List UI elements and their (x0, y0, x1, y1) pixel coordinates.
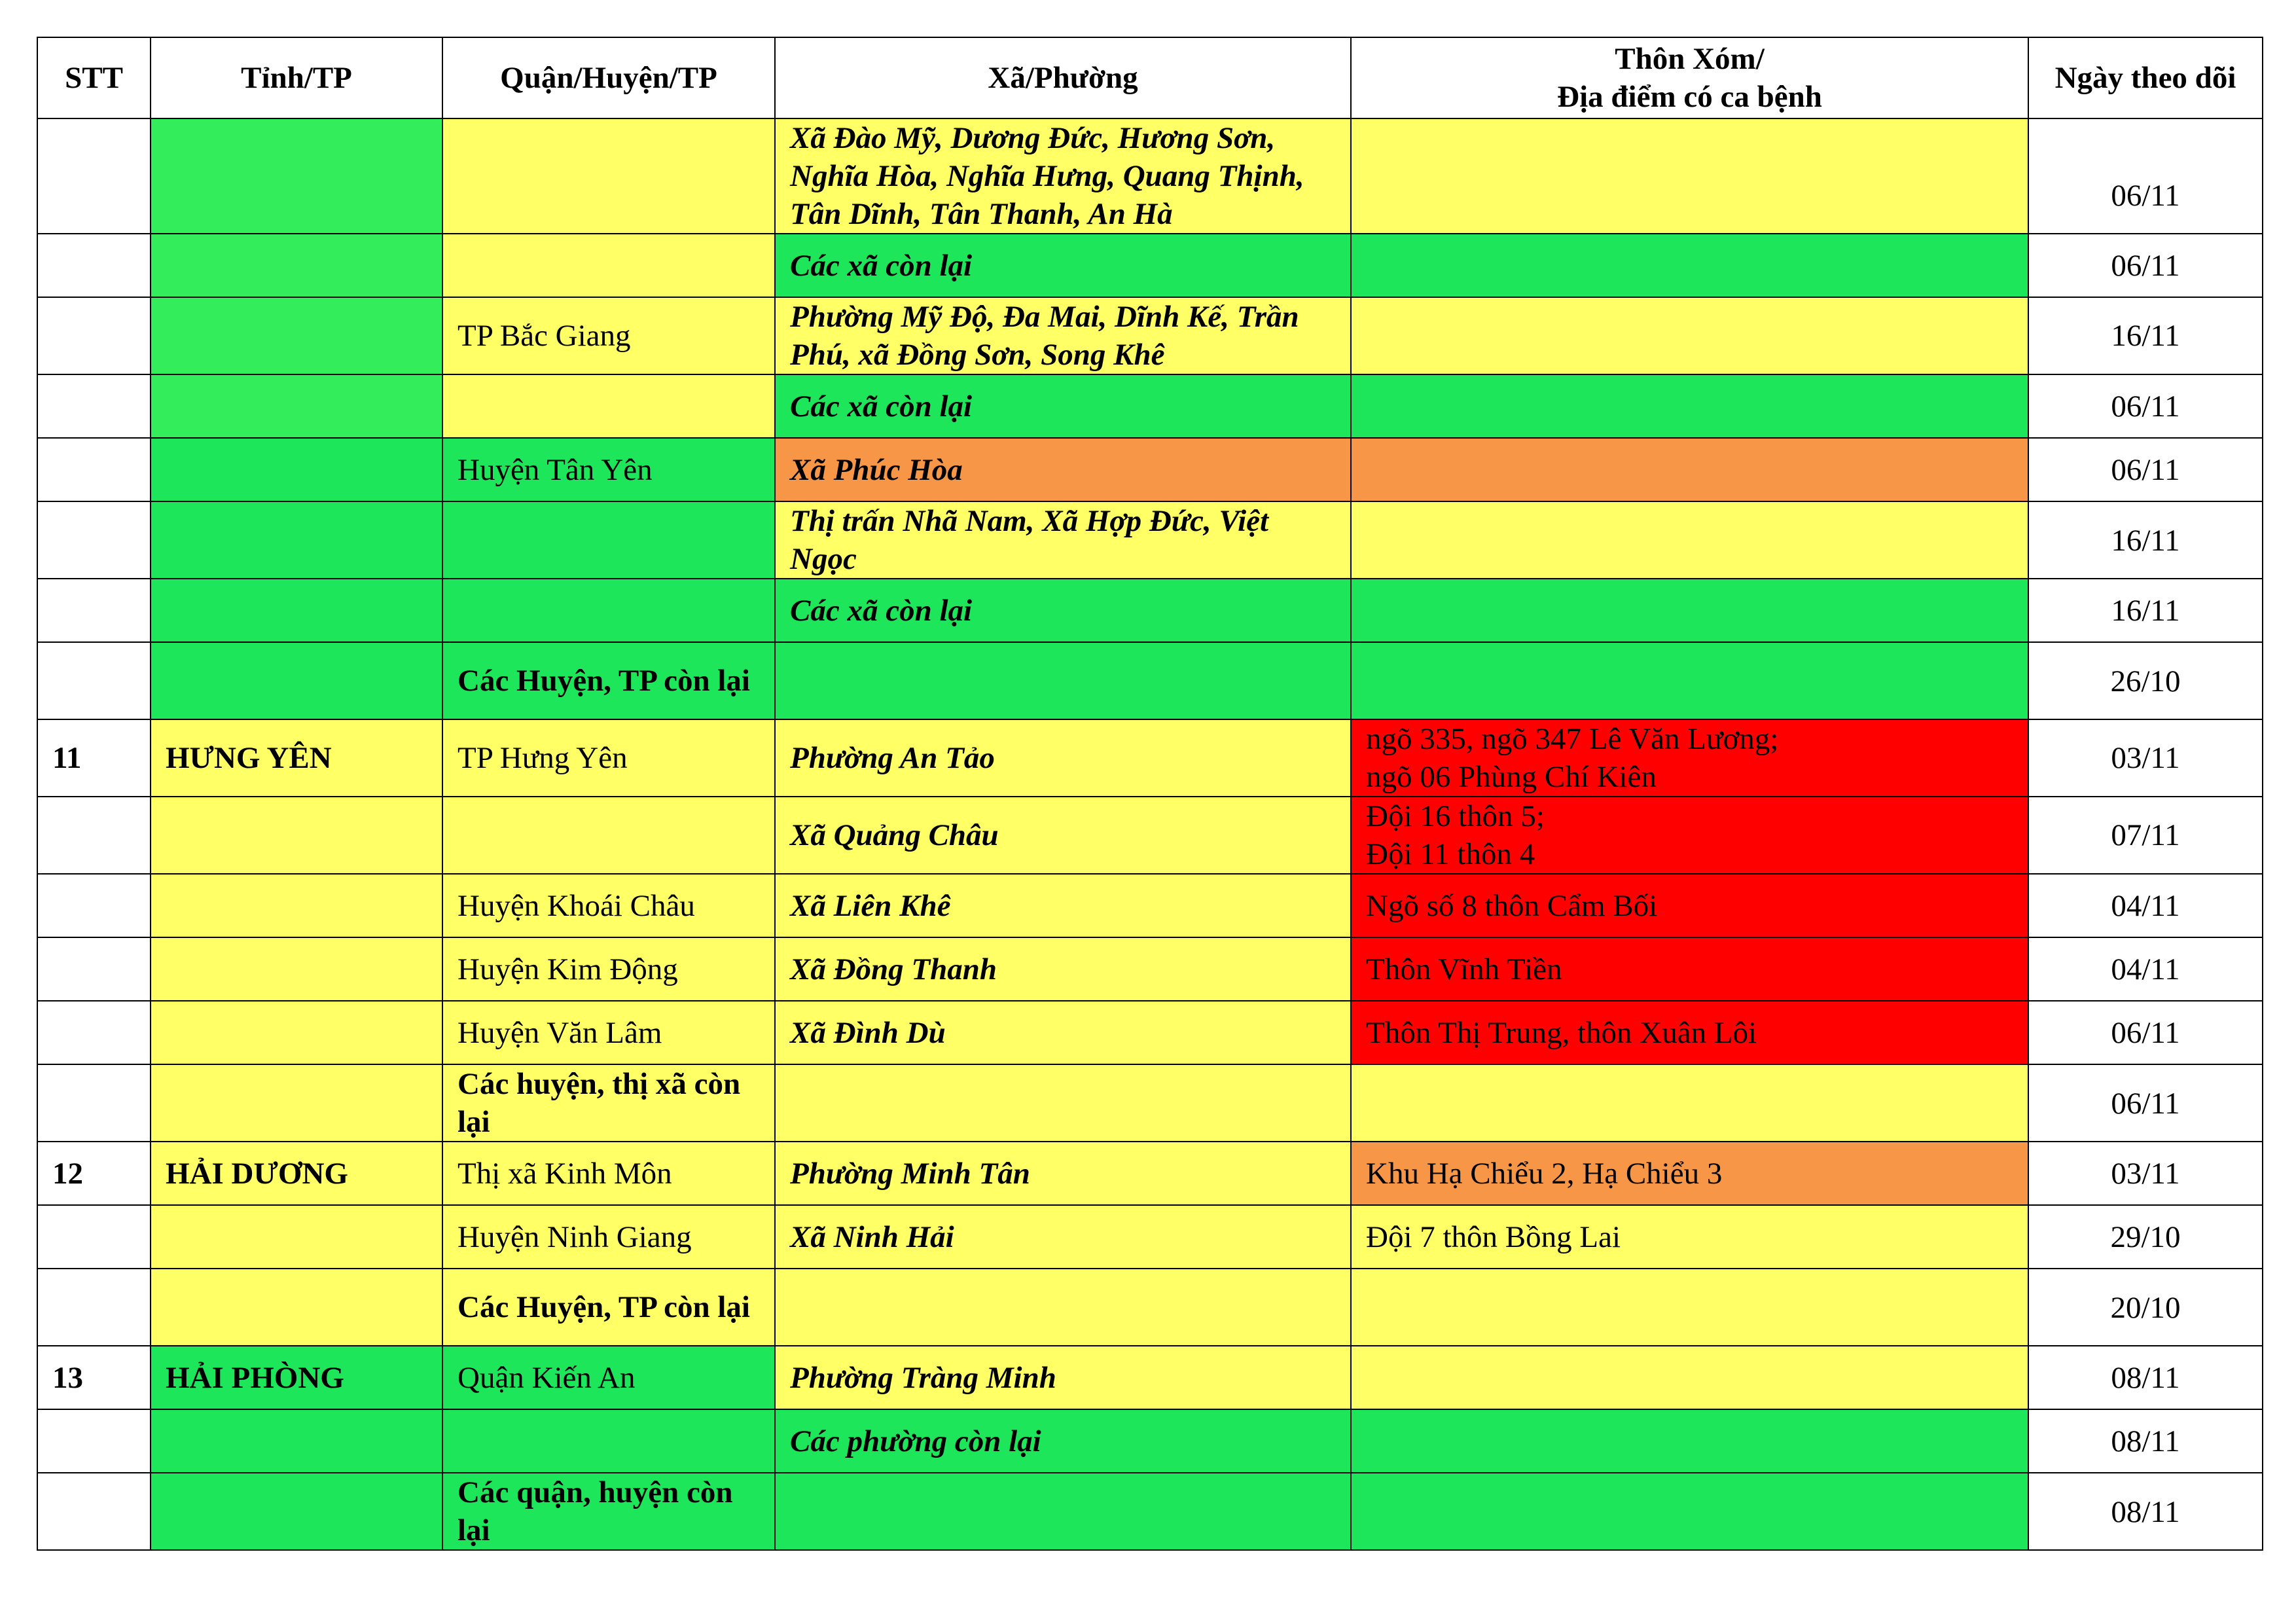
cell-ward: Xã Đình Dù (775, 1001, 1351, 1064)
cell-ward: Các xã còn lại (775, 234, 1351, 297)
cell-district: TP Hưng Yên (442, 719, 775, 797)
header-location (1351, 37, 2028, 118)
header-location-line2: Địa điểm có ca bệnh (1557, 80, 1822, 114)
table-row (37, 1001, 2263, 1064)
cell-stt: 11 (37, 719, 151, 797)
cell-district: Các Huyện, TP còn lại (442, 1269, 775, 1346)
table-row (37, 501, 2263, 579)
cell-province (151, 118, 442, 234)
cell-ward: Phường Mỹ Độ, Đa Mai, Dĩnh Kế, Trần Phú, xã Đồng Sơn, Song Khê (775, 297, 1351, 374)
cell-location (1351, 118, 2028, 234)
cell-stt (37, 1205, 151, 1269)
table-row (37, 374, 2263, 438)
cell-district: Các huyện, thị xã còn lại (442, 1064, 775, 1142)
cell-district: Thị xã Kinh Môn (442, 1142, 775, 1205)
cell-stt (37, 1001, 151, 1064)
cell-province (151, 874, 442, 937)
cell-date: 16/11 (2028, 297, 2263, 374)
cell-stt (37, 1064, 151, 1142)
table-row (37, 1346, 2263, 1409)
cell-stt (37, 234, 151, 297)
table-row (37, 642, 2263, 719)
cell-province (151, 1205, 442, 1269)
location-line: ngõ 335, ngõ 347 Lê Văn Lương; (1366, 722, 1779, 756)
table-row (37, 234, 2263, 297)
cell-date: 06/11 (2028, 118, 2263, 234)
cell-province: HƯNG YÊN (151, 719, 442, 797)
cell-ward: Thị trấn Nhã Nam, Xã Hợp Đức, Việt Ngọc (775, 501, 1351, 579)
cell-date: 08/11 (2028, 1473, 2263, 1550)
cell-location: Đội 7 thôn Bồng Lai (1351, 1205, 2028, 1269)
table-row (37, 1269, 2263, 1346)
cell-stt (37, 797, 151, 874)
cell-stt: 13 (37, 1346, 151, 1409)
cell-stt (37, 1409, 151, 1473)
table-row (37, 579, 2263, 642)
cell-stt (37, 297, 151, 374)
cell-date: 07/11 (2028, 797, 2263, 874)
cell-date: 04/11 (2028, 874, 2263, 937)
cell-date: 04/11 (2028, 937, 2263, 1001)
cell-province (151, 797, 442, 874)
cell-date: 03/11 (2028, 1142, 2263, 1205)
cell-ward: Xã Liên Khê (775, 874, 1351, 937)
cell-date: 06/11 (2028, 374, 2263, 438)
cell-province: HẢI PHÒNG (151, 1346, 442, 1409)
cell-district: Quận Kiến An (442, 1346, 775, 1409)
cell-location (1351, 719, 2028, 797)
cell-province (151, 1064, 442, 1142)
cell-province (151, 1473, 442, 1550)
cell-province (151, 297, 442, 374)
cell-location (1351, 501, 2028, 579)
cell-district: Huyện Tân Yên (442, 438, 775, 501)
table-row (37, 937, 2263, 1001)
covid-zone-table (37, 37, 2263, 1551)
cell-location (1351, 438, 2028, 501)
cell-location: Thôn Thị Trung, thôn Xuân Lôi (1351, 1001, 2028, 1064)
cell-date: 06/11 (2028, 1064, 2263, 1142)
header-province: Tỉnh/TP (151, 37, 442, 118)
cell-province (151, 501, 442, 579)
cell-stt (37, 1473, 151, 1550)
header-date: Ngày theo dõi (2028, 37, 2263, 118)
cell-location (1351, 579, 2028, 642)
table-row (37, 438, 2263, 501)
cell-district (442, 118, 775, 234)
cell-stt (37, 1269, 151, 1346)
cell-stt (37, 374, 151, 438)
cell-ward: Xã Quảng Châu (775, 797, 1351, 874)
cell-date: 06/11 (2028, 1001, 2263, 1064)
cell-location (1351, 1409, 2028, 1473)
cell-ward (775, 1473, 1351, 1550)
cell-location (1351, 297, 2028, 374)
table-row (37, 1064, 2263, 1142)
location-line: Đội 16 thôn 5; (1366, 799, 1545, 833)
cell-ward: Các xã còn lại (775, 579, 1351, 642)
cell-ward: Các xã còn lại (775, 374, 1351, 438)
cell-ward: Phường Minh Tân (775, 1142, 1351, 1205)
header-stt: STT (37, 37, 151, 118)
cell-province (151, 937, 442, 1001)
cell-district (442, 501, 775, 579)
cell-district: Huyện Kim Động (442, 937, 775, 1001)
table-row (37, 1409, 2263, 1473)
cell-district (442, 374, 775, 438)
cell-ward: Phường Tràng Minh (775, 1346, 1351, 1409)
cell-ward: Phường An Tảo (775, 719, 1351, 797)
cell-stt (37, 937, 151, 1001)
cell-location (1351, 234, 2028, 297)
cell-district: Các Huyện, TP còn lại (442, 642, 775, 719)
cell-stt (37, 501, 151, 579)
cell-stt (37, 874, 151, 937)
table-row (37, 719, 2263, 797)
cell-district: TP Bắc Giang (442, 297, 775, 374)
cell-location: Thôn Vĩnh Tiền (1351, 937, 2028, 1001)
cell-province (151, 374, 442, 438)
cell-district: Huyện Ninh Giang (442, 1205, 775, 1269)
cell-location (1351, 797, 2028, 874)
cell-date: 06/11 (2028, 234, 2263, 297)
table-row (37, 297, 2263, 374)
cell-stt (37, 579, 151, 642)
cell-date: 08/11 (2028, 1409, 2263, 1473)
cell-district (442, 797, 775, 874)
cell-district (442, 234, 775, 297)
cell-date: 16/11 (2028, 579, 2263, 642)
cell-date: 16/11 (2028, 501, 2263, 579)
cell-location: Khu Hạ Chiểu 2, Hạ Chiểu 3 (1351, 1142, 2028, 1205)
cell-date: 08/11 (2028, 1346, 2263, 1409)
cell-location (1351, 1064, 2028, 1142)
cell-ward (775, 1064, 1351, 1142)
cell-ward: Xã Đào Mỹ, Dương Đức, Hương Sơn, Nghĩa Hòa, Nghĩa Hưng, Quang Thịnh, Tân Dĩnh, Tân Thanh, An Hà (775, 118, 1351, 234)
cell-location (1351, 1269, 2028, 1346)
cell-date: 26/10 (2028, 642, 2263, 719)
cell-ward: Các phường còn lại (775, 1409, 1351, 1473)
cell-province (151, 1269, 442, 1346)
cell-province (151, 579, 442, 642)
cell-stt (37, 438, 151, 501)
location-line: Đội 11 thôn 4 (1366, 837, 1535, 871)
cell-ward (775, 1269, 1351, 1346)
cell-location (1351, 642, 2028, 719)
cell-ward: Xã Ninh Hải (775, 1205, 1351, 1269)
cell-district: Các quận, huyện còn lại (442, 1473, 775, 1550)
table-row (37, 1473, 2263, 1550)
table-body (37, 118, 2263, 1550)
cell-district (442, 579, 775, 642)
location-line: ngõ 06 Phùng Chí Kiên (1366, 760, 1657, 794)
cell-ward (775, 642, 1351, 719)
cell-location (1351, 1346, 2028, 1409)
header-ward: Xã/Phường (775, 37, 1351, 118)
cell-province (151, 438, 442, 501)
table-header (37, 37, 2263, 118)
header-location-line1: Thôn Xóm/ (1615, 42, 1765, 76)
cell-location (1351, 374, 2028, 438)
cell-stt: 12 (37, 1142, 151, 1205)
cell-province (151, 234, 442, 297)
cell-province (151, 1001, 442, 1064)
cell-location: Ngõ số 8 thôn Cẩm Bối (1351, 874, 2028, 937)
header-district: Quận/Huyện/TP (442, 37, 775, 118)
cell-district (442, 1409, 775, 1473)
cell-province (151, 1409, 442, 1473)
table-row (37, 874, 2263, 937)
cell-district: Huyện Khoái Châu (442, 874, 775, 937)
cell-district: Huyện Văn Lâm (442, 1001, 775, 1064)
cell-ward: Xã Đồng Thanh (775, 937, 1351, 1001)
cell-date: 06/11 (2028, 438, 2263, 501)
cell-location (1351, 1473, 2028, 1550)
cell-date: 29/10 (2028, 1205, 2263, 1269)
table-row (37, 797, 2263, 874)
cell-date: 20/10 (2028, 1269, 2263, 1346)
cell-ward: Xã Phúc Hòa (775, 438, 1351, 501)
cell-province: HẢI DƯƠNG (151, 1142, 442, 1205)
table-row (37, 118, 2263, 234)
table-row (37, 1142, 2263, 1205)
cell-province (151, 642, 442, 719)
cell-date: 03/11 (2028, 719, 2263, 797)
cell-stt (37, 118, 151, 234)
cell-stt (37, 642, 151, 719)
table-row (37, 1205, 2263, 1269)
